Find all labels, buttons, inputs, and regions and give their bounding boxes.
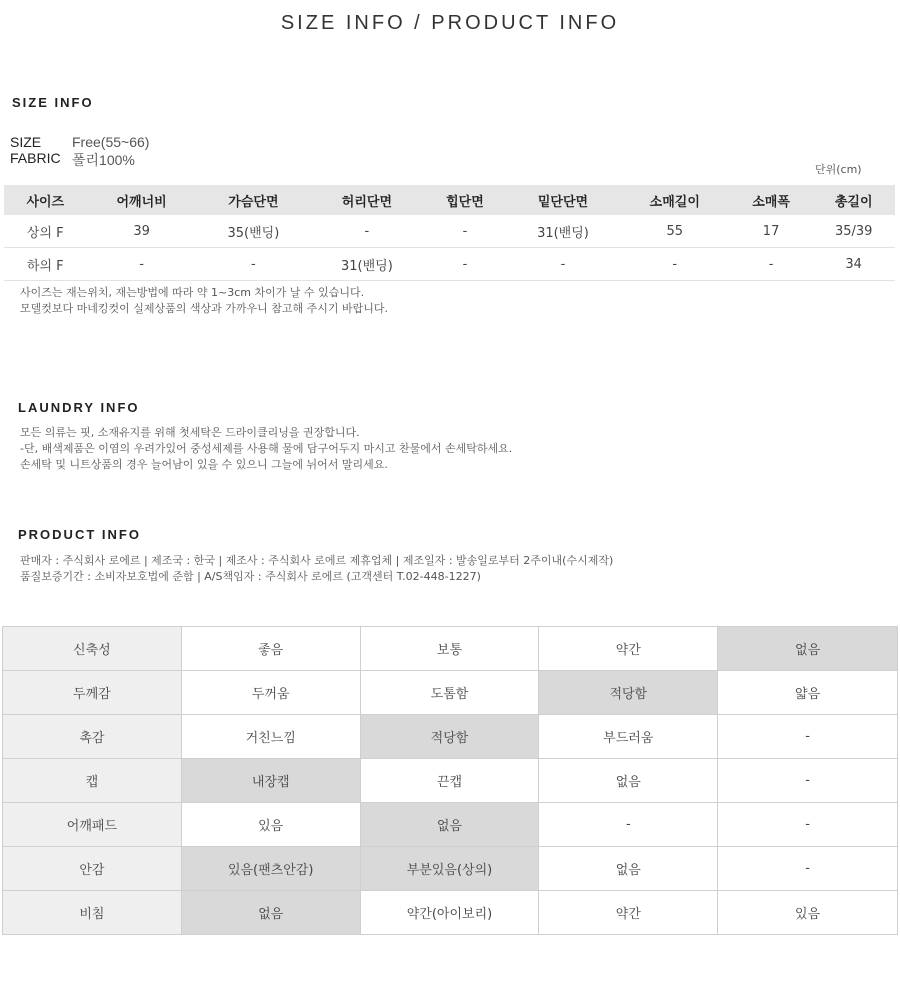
size-header-cell: 가슴단면 <box>197 185 311 215</box>
size-table-header <box>4 185 895 215</box>
attribute-option: 좋음 <box>181 627 360 671</box>
attribute-option: 끈캡 <box>360 759 539 803</box>
attribute-option: 얇음 <box>718 671 898 715</box>
laundry-line: 손세탁 및 니트상품의 경우 늘어남이 있을 수 있으니 그늘에 뉘어서 말리세요. <box>20 458 388 471</box>
attribute-option-selected: 내장캡 <box>181 759 360 803</box>
size-header-cell: 어깨너비 <box>87 185 197 215</box>
attribute-option-selected: 적당함 <box>360 715 539 759</box>
attribute-option: - <box>718 715 898 759</box>
attribute-option: - <box>718 803 898 847</box>
attribute-row <box>3 847 898 891</box>
attribute-option: 없음 <box>539 759 718 803</box>
attribute-option: 도톰함 <box>360 671 539 715</box>
laundry-line: 모든 의류는 핏, 소재유지를 위해 첫세탁은 드라이클리닝을 권장합니다. <box>20 426 360 439</box>
attribute-option-selected: 없음 <box>718 627 898 671</box>
size-cell: - <box>424 215 507 248</box>
fabric-value: 폴리100% <box>72 152 135 168</box>
product-attributes-table <box>2 626 898 935</box>
attribute-option: 보통 <box>360 627 539 671</box>
size-table <box>4 185 895 281</box>
attribute-option: 거친느낌 <box>181 715 360 759</box>
attribute-option: 약간 <box>539 891 718 935</box>
size-cell: 상의 F <box>4 215 87 248</box>
size-note: 사이즈는 재는위치, 재는방법에 따라 약 1~3cm 차이가 날 수 있습니다. <box>20 286 365 299</box>
size-value: Free(55~66) <box>72 134 150 150</box>
size-header-cell: 힙단면 <box>424 185 507 215</box>
size-cell: - <box>87 248 197 281</box>
attribute-option-selected: 있음(팬츠안감) <box>181 847 360 891</box>
size-cell: 35(밴딩) <box>197 215 311 248</box>
size-cell: 17 <box>730 215 813 248</box>
size-cell: 39 <box>87 215 197 248</box>
attribute-option: 부드러움 <box>539 715 718 759</box>
attribute-label: 촉감 <box>3 715 182 759</box>
page-title: SIZE INFO / PRODUCT INFO <box>280 12 620 34</box>
size-cell: - <box>730 248 813 281</box>
attribute-label: 캡 <box>3 759 182 803</box>
size-cell: 하의 F <box>4 248 87 281</box>
product-info-line: 품질보증기간 : 소비자보호법에 준함 | A/S책임자 : 주식회사 로에르 (고객센터 T.02-448-1227) <box>20 570 481 583</box>
table-row <box>4 215 895 248</box>
size-cell: - <box>310 215 424 248</box>
product-info-heading: PRODUCT INFO <box>18 527 141 542</box>
size-note: 모델컷보다 마네킹컷이 실제상품의 색상과 가까우니 참고해 주시기 바랍니다. <box>20 302 389 315</box>
product-info-line: 판매자 : 주식회사 로에르 | 제조국 : 한국 | 제조사 : 주식회사 로에르 제휴업체 | 제조일자 : 발송일로부터 2주이내(수시제작) <box>20 554 614 567</box>
size-header-cell: 허리단면 <box>310 185 424 215</box>
attribute-label: 비침 <box>3 891 182 935</box>
attribute-row <box>3 715 898 759</box>
attribute-option: 있음 <box>718 891 898 935</box>
size-header-cell: 소매폭 <box>730 185 813 215</box>
attribute-option: - <box>718 759 898 803</box>
attribute-option-selected: 없음 <box>360 803 539 847</box>
attribute-row <box>3 891 898 935</box>
size-header-cell: 사이즈 <box>4 185 87 215</box>
attribute-row <box>3 803 898 847</box>
size-cell: 35/39 <box>812 215 895 248</box>
attribute-row <box>3 759 898 803</box>
table-row <box>4 248 895 281</box>
attribute-row <box>3 671 898 715</box>
size-cell: 55 <box>620 215 730 248</box>
size-header-cell: 총길이 <box>812 185 895 215</box>
size-cell: 34 <box>812 248 895 281</box>
size-cell: - <box>620 248 730 281</box>
attribute-option: - <box>539 803 718 847</box>
fabric-label: FABRIC <box>10 150 61 166</box>
laundry-info-heading: LAUNDRY INFO <box>18 400 140 415</box>
attribute-option-selected: 없음 <box>181 891 360 935</box>
attribute-option: - <box>718 847 898 891</box>
size-label: SIZE <box>10 134 42 150</box>
attribute-row <box>3 627 898 671</box>
attribute-label: 안감 <box>3 847 182 891</box>
laundry-line: -단, 배색제품은 이염의 우려가있어 중성세제를 사용해 물에 담구어두지 마시고 찬물에서 손세탁하세요. <box>20 442 513 455</box>
attribute-option-selected: 부분있음(상의) <box>360 847 539 891</box>
size-cell: - <box>197 248 311 281</box>
size-header-cell: 소매길이 <box>620 185 730 215</box>
attribute-option: 약간(아이보리) <box>360 891 539 935</box>
size-info-heading: SIZE INFO <box>12 95 94 110</box>
size-cell: 31(밴딩) <box>506 215 620 248</box>
attribute-label: 두께감 <box>3 671 182 715</box>
attribute-option-selected: 적당함 <box>539 671 718 715</box>
size-cell: - <box>424 248 507 281</box>
attribute-label: 신축성 <box>3 627 182 671</box>
size-cell: - <box>506 248 620 281</box>
attribute-label: 어깨패드 <box>3 803 182 847</box>
attribute-option: 없음 <box>539 847 718 891</box>
attribute-option: 있음 <box>181 803 360 847</box>
attribute-option: 약간 <box>539 627 718 671</box>
attribute-option: 두꺼움 <box>181 671 360 715</box>
unit-label: 단위(cm) <box>815 163 862 176</box>
size-header-cell: 밑단단면 <box>506 185 620 215</box>
size-cell: 31(밴딩) <box>310 248 424 281</box>
